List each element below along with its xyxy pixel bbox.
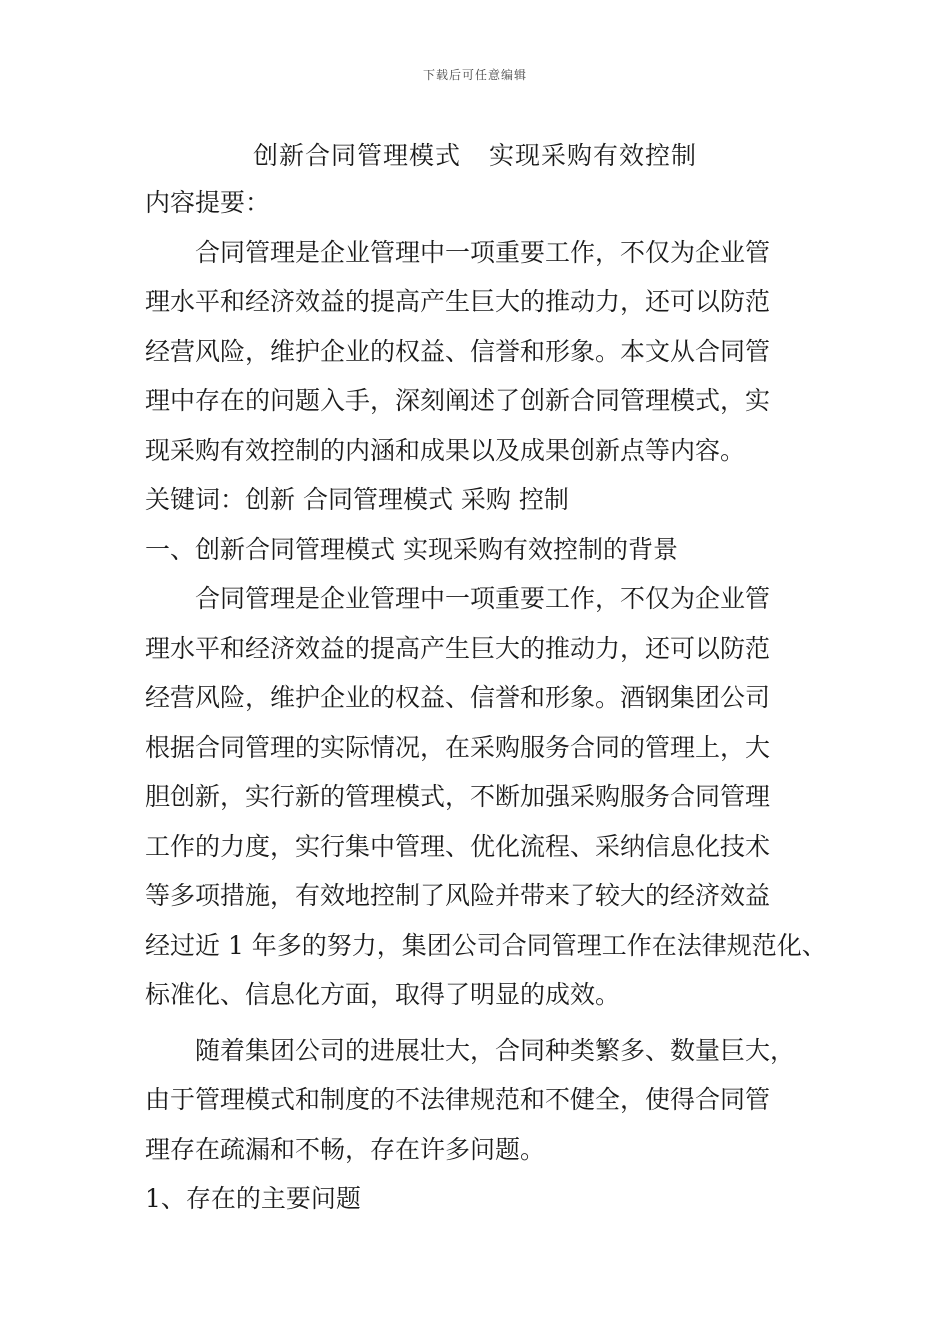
keywords-line: 关键词：创新 合同管理模式 采购 控制 — [145, 485, 569, 514]
paragraph-line: 等多项措施，有效地控制了风险并带来了较大的经济效益 — [145, 881, 771, 910]
body-paragraph-1 — [145, 574, 827, 1020]
body-paragraph-2 — [145, 1026, 820, 1175]
paragraph-line: 由于管理模式和制度的不法律规范和不健全，使得合同管 — [145, 1085, 771, 1114]
document-title — [0, 136, 950, 172]
header-note: 下载后可任意编辑 — [422, 68, 527, 82]
summary-line: 理中存在的问题入手，深刻阐述了创新合同管理模式，实 — [145, 386, 771, 415]
document-body — [145, 178, 827, 1224]
summary-line: 合同管理是企业管理中一项重要工作，不仅为企业管 — [195, 237, 771, 267]
paragraph-line: 胆创新，实行新的管理模式，不断加强采购服务合同管理 — [145, 782, 771, 811]
summary-line: 经营风险，维护企业的权益、信誉和形象。本文从合同管 — [145, 336, 771, 366]
summary-line: 理水平和经济效益的提高产生巨大的推动力，还可以防范 — [145, 287, 771, 316]
title-part-1: 创新合同管理模式 — [252, 141, 461, 170]
section-heading: 一、创新合同管理模式 实现采购有效控制的背景 — [145, 534, 678, 564]
paragraph-line: 标准化、信息化方面，取得了明显的成效。 — [145, 980, 621, 1009]
subsection-heading: 1、存在的主要问题 — [145, 1184, 361, 1213]
paragraph-line: 随着集团公司的进展壮大，合同种类繁多、数量巨大， — [195, 1035, 796, 1065]
paragraph-line: 根据合同管理的实际情况，在采购服务合同的管理上，大 — [145, 732, 771, 762]
paragraph-line: 工作的力度，实行集中管理、优化流程、采纳信息化技术 — [145, 831, 771, 861]
summary-label: 内容提要： — [145, 188, 271, 217]
summary-line: 现采购有效控制的内涵和成果以及成果创新点等内容。 — [145, 435, 746, 465]
title-part-2: 实现采购有效控制 — [489, 141, 698, 170]
paragraph-line: 合同管理是企业管理中一项重要工作，不仅为企业管 — [195, 584, 771, 613]
paragraph-line: 经营风险，维护企业的权益、信誉和形象。酒钢集团公司 — [145, 683, 771, 712]
paragraph-line: 理水平和经济效益的提高产生巨大的推动力，还可以防范 — [145, 633, 771, 663]
paragraph-line: 经过近 1 年多的努力，集团公司合同管理工作在法律规范化、 — [145, 930, 827, 960]
summary-paragraph — [145, 228, 820, 476]
paragraph-line: 理存在疏漏和不畅，存在许多问题。 — [145, 1134, 546, 1164]
